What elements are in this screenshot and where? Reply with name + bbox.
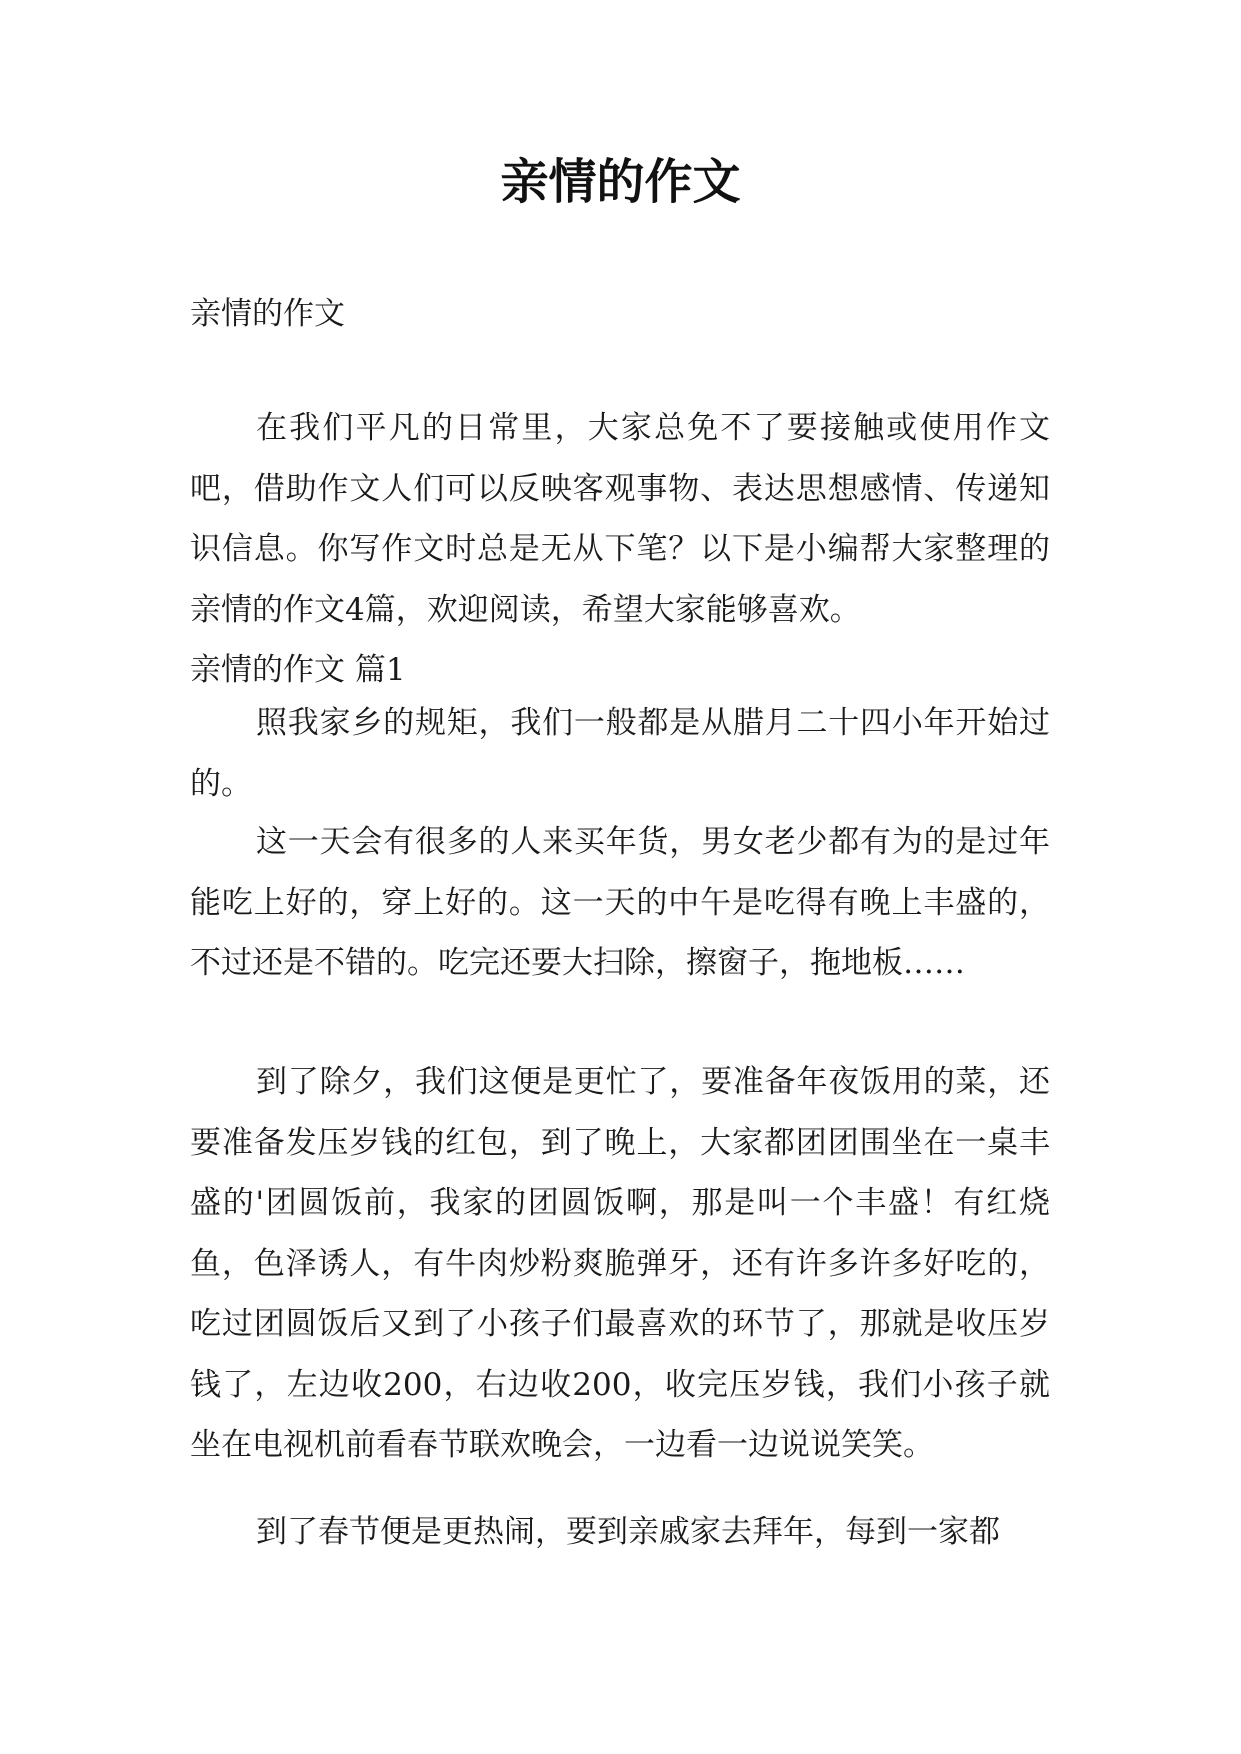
document-subtitle: 亲情的作文 (190, 296, 345, 332)
body-paragraph: 照我家乡的规矩，我们一般都是从腊月二十四小年开始过的。 (190, 705, 1050, 802)
page-title: 亲情的作文 (500, 154, 741, 210)
section-heading: 亲情的作文 篇1 (190, 652, 406, 688)
body-paragraph: 到了除夕，我们这便是更忙了，要准备年夜饭用的菜，还要准备发压岁钱的红包，到了晚上，大家都团团围坐在一桌丰盛的'团圆饭前，我家的团圆饭啊，那是叫一个丰盛！有红烧鱼，色泽诱人，有牛肉炒粉爽脆弹牙，还有许多许多好吃的，吃过团圆饭后又到了小孩子们最喜欢的环节了，那就是收压岁钱了，左边收200，右边收200，收完压岁钱，我们小孩子就坐在电视机前看春节联欢晚会，一边看一边说说笑笑。 (190, 1064, 1050, 1463)
intro-paragraph: 在我们平凡的日常里，大家总免不了要接触或使用作文吧，借助作文人们可以反映客观事物、表达思想感情、传递知识信息。你写作文时总是无从下笔？以下是小编帮大家整理的亲情的作文4篇，欢迎阅读，希望大家能够喜欢。 (190, 410, 1050, 628)
body-paragraph: 这一天会有很多的人来买年货，男女老少都有为的是过年能吃上好的，穿上好的。这一天的中午是吃得有晚上丰盛的，不过还是不错的。吃完还要大扫除，擦窗子，拖地板…… (190, 824, 1050, 981)
body-paragraph: 到了春节便是更热闹，要到亲戚家去拜年，每到一家都 (256, 1514, 1000, 1550)
